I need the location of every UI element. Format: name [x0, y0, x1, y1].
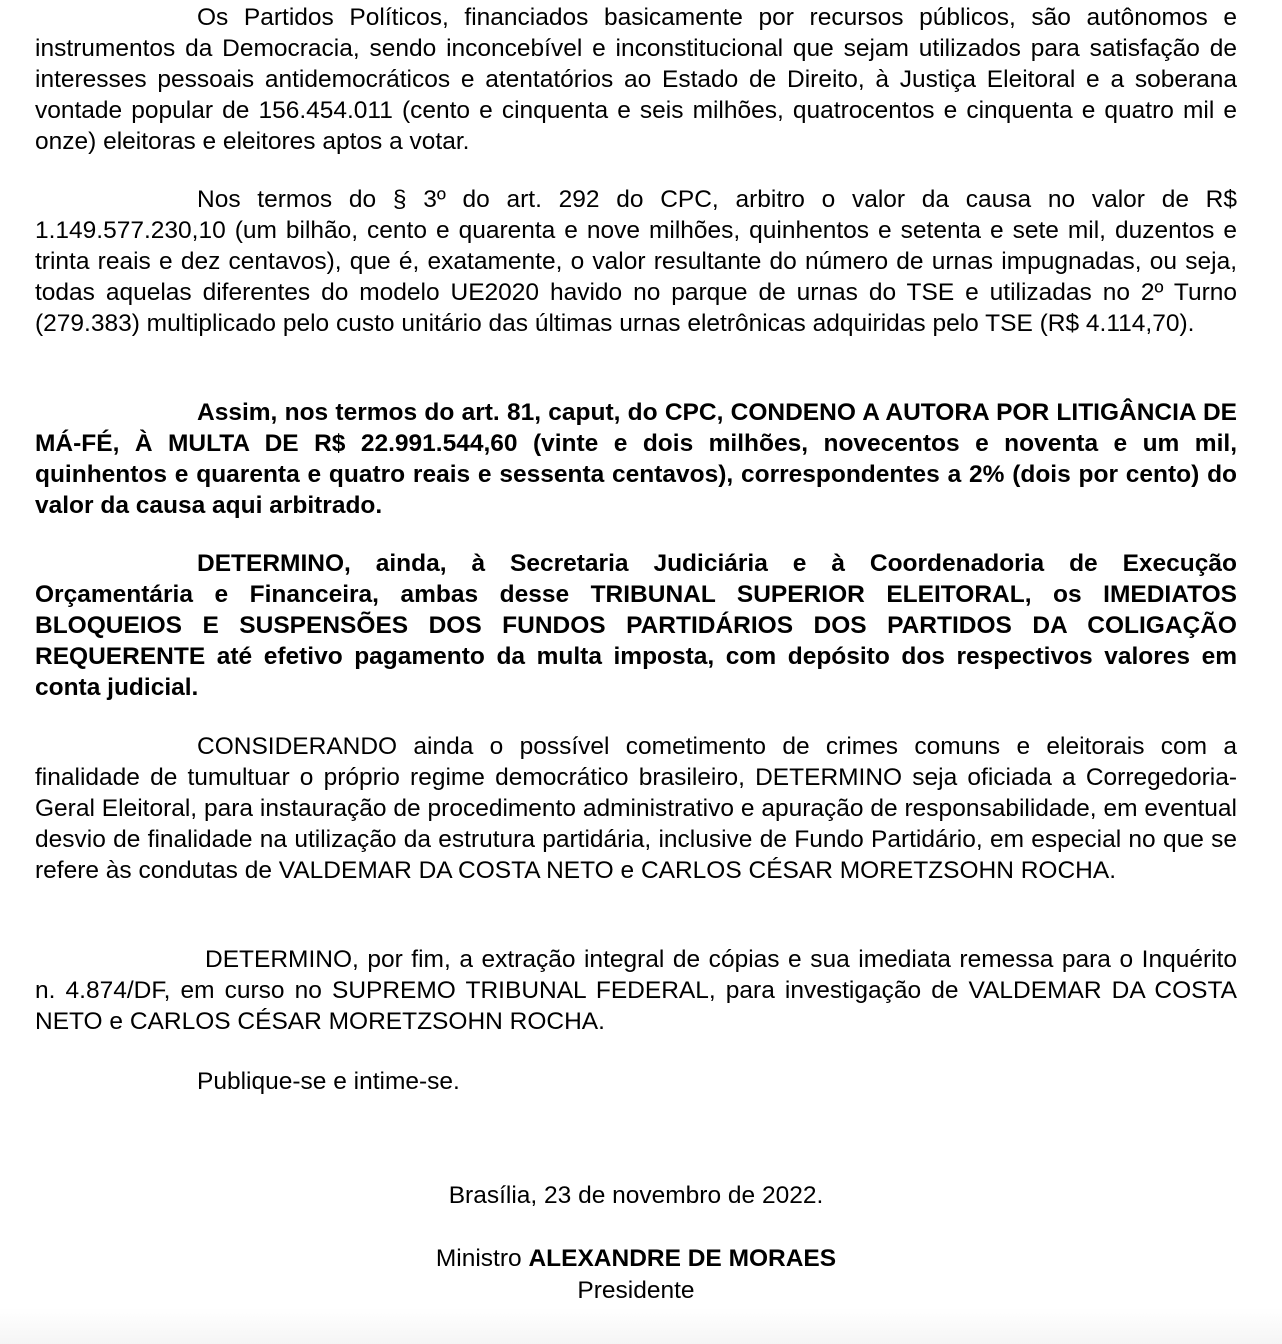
paragraph-condeno: Assim, nos termos do art. 81, caput, do CPC, CONDENO A AUTORA POR LITIGÂNCIA DE MÁ-FÉ, À MULTA DE R$ 22.991.544,60 (vinte e dois milhões, novecentos e noventa e um mil, quinhentos e quarenta e quatro reais e sessenta centavos), correspondentes a 2% (dois por cento) do valor da causa aqui arbitrado. [35, 399, 1237, 519]
paragraph-partidos: Os Partidos Políticos, financiados basicamente por recursos públicos, são autônomos e instrumentos da Democracia, sendo inconcebível e inconstitucional que sejam utilizados para satisfação de interesses pessoais antidemocráticos e atentatórios ao Estado de Direito, à Justiça Eleitoral e a soberana vontade popular de 156.454.011 (cento e cinquenta e seis milhões, quatrocentos e cinquenta e quatro mil e onze) eleitoras e eleitores aptos a votar. [35, 4, 1237, 155]
paragraph-determino-bloqueio: DETERMINO, ainda, à Secretaria Judiciária e à Coordenadoria de Execução Orçamentária e Financeira, ambas desse TRIBUNAL SUPERIOR ELEITORAL, os IMEDIATOS BLOQUEIOS E SUSPENSÕES DOS FUNDOS PARTIDÁRIOS DOS PARTIDOS DA COLIGAÇÃO REQUERENTE até efetivo pagamento da multa imposta, com depósito dos respectivos valores em conta judicial. [35, 550, 1237, 701]
paragraph-publique: Publique-se e intime-se. [197, 1068, 460, 1095]
paragraph-determino-copias: DETERMINO, por fim, a extração integral de cópias e sua imediata remessa para o Inquérito n. 4.874/DF, em curso no SUPREMO TRIBUNAL FEDERAL, para investigação de VALDEMAR DA COSTA NETO e CARLOS CÉSAR MORETZSOHN ROCHA. [35, 946, 1237, 1035]
signatory-title: Ministro [435, 1245, 529, 1272]
signature-line [0, 1243, 1272, 1274]
signatory-role: Presidente [577, 1277, 695, 1304]
paragraph-valor-causa: Nos termos do § 3º do art. 292 do CPC, arbitro o valor da causa no valor de R$ 1.149.577.230,10 (um bilhão, cento e quarenta e nove milhões, quinhentos e setenta e sete mil, duzentos e trinta reais e dez centavos), que é, exatamente, o valor resultante do número de urnas impugnadas, ou seja, todas aquelas diferentes do modelo UE2020 havido no parque de urnas do TSE e utilizadas no 2º Turno (279.383) multiplicado pelo custo unitário das últimas urnas eletrônicas adquiridas pelo TSE (R$ 4.114,70). [35, 186, 1237, 337]
paragraph-considerando: CONSIDERANDO ainda o possível cometimento de crimes comuns e eleitorais com a finalidade de tumultuar o próprio regime democrático brasileiro, DETERMINO seja oficiada a Corregedoria-Geral Eleitoral, para instauração de procedimento administrativo e apuração de responsabilidade, em eventual desvio de finalidade na utilização da estrutura partidária, inclusive de Fundo Partidário, em especial no que se refere às condutas de VALDEMAR DA COSTA NETO e CARLOS CÉSAR MORETZSOHN ROCHA. [35, 733, 1237, 884]
place-and-date: Brasília, 23 de novembro de 2022. [448, 1182, 824, 1209]
page-bottom-edge [0, 1308, 1282, 1344]
signatory-name: ALEXANDRE DE MORAES [528, 1245, 837, 1272]
